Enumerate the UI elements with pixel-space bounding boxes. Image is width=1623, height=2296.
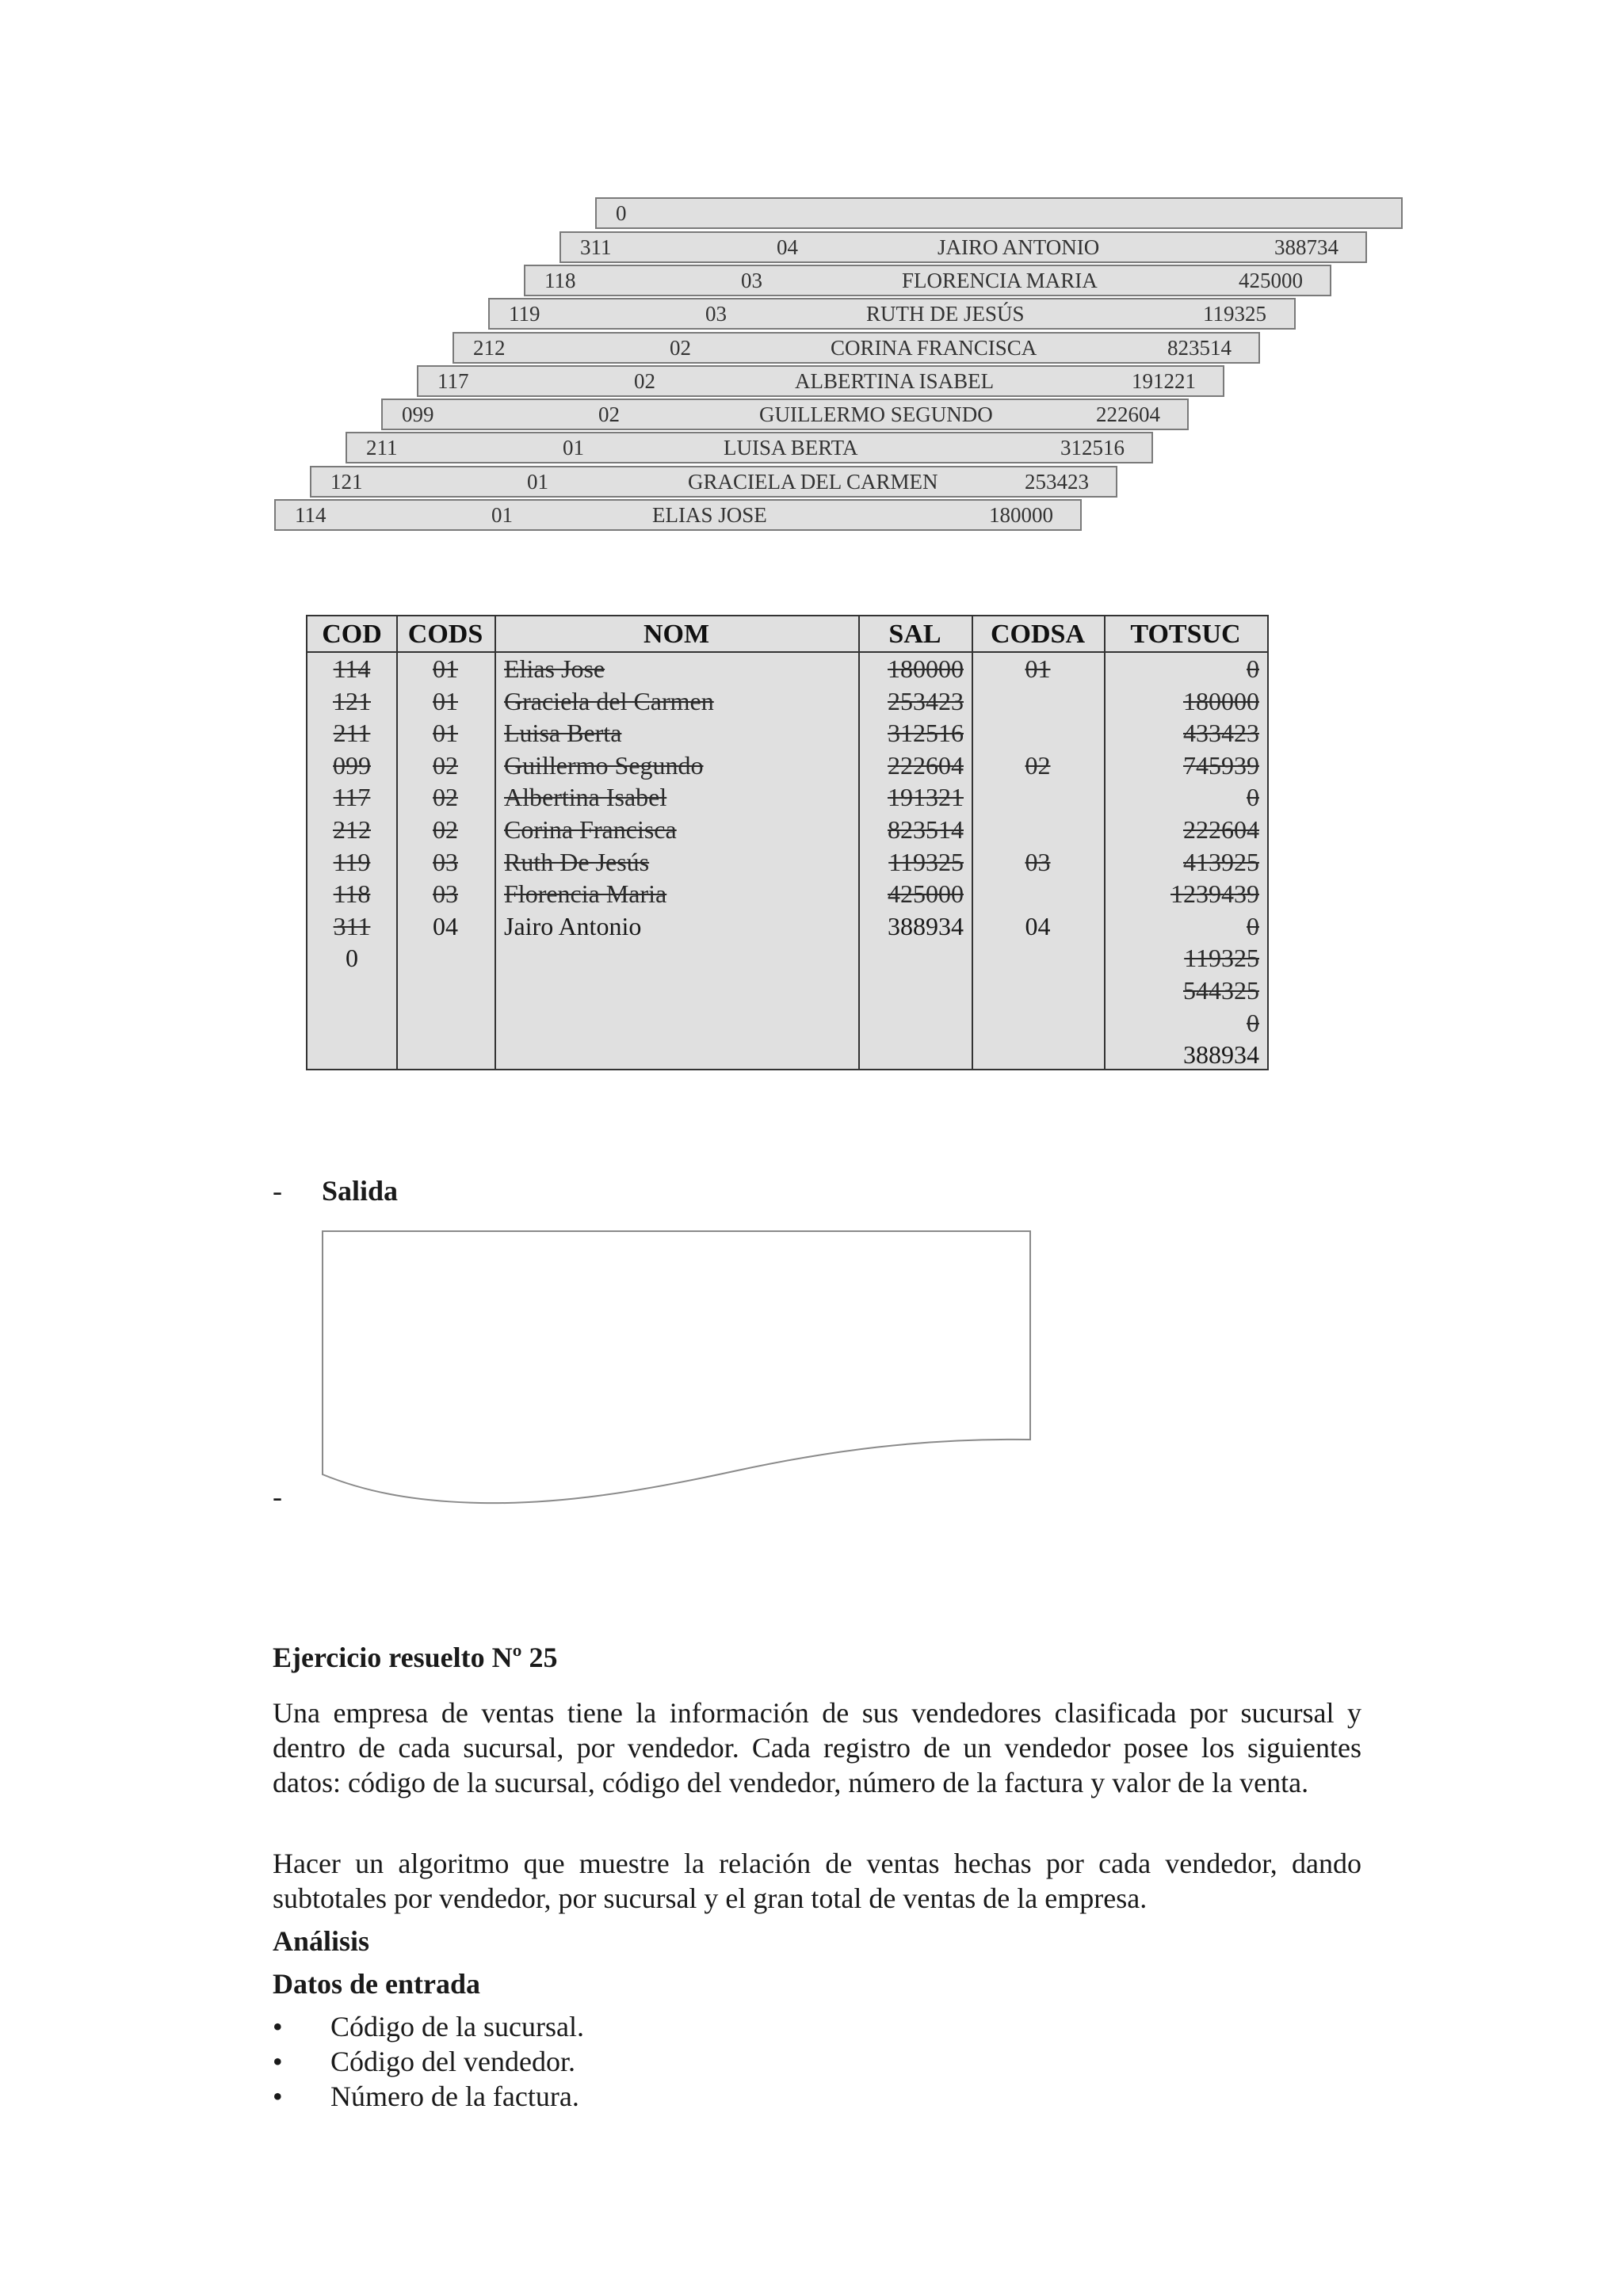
cell-totsuc: 0 [1247,654,1259,683]
cell-codsa [972,814,1104,846]
cell-codsa: 01 [1025,654,1051,683]
record-cod: 119 [509,302,540,326]
record-cods: 03 [705,302,727,326]
header-codsa: CODSA [990,620,1086,649]
cell-totsuc: 180000 [1183,686,1259,715]
record-nom: ELIAS JOSE [652,503,767,527]
cell-cod: 117 [333,783,371,812]
cell-totsuc: 1239439 [1170,879,1259,909]
record-cods: 02 [670,335,691,360]
cell-nom: Elias Jose [504,654,605,683]
list-dash: - [273,1175,282,1207]
exercise-paragraph-1: Una empresa de ventas tiene la información de sus vendedores clasificada por sucursal y dentro de cada sucursal, por vendedor. Cada registro de un vendedor posee los siguientes datos: código de la sucursal, código del vendedor, número de la factura y valor de la venta. [273,1697,1361,1798]
cell-cod: 114 [333,654,371,683]
record-sal: 222604 [1096,402,1160,427]
record-cods: 01 [527,469,548,494]
record-cods: 02 [598,402,620,427]
header-cods: CODS [407,620,483,649]
trace-table [306,615,1269,1070]
cell-nom: Luisa Berta [504,719,622,748]
column-codsa [972,653,1104,942]
column-sal [858,653,964,942]
cell-sal: 119325 [888,847,964,876]
column-nom [504,653,853,942]
column-divider [495,616,496,1069]
output-document-shape [322,1230,1032,1508]
cell-cods: 03 [433,879,458,909]
cell-totsuc: 433423 [1183,719,1259,748]
cell-cods: 04 [433,911,458,940]
record-nom: GUILLERMO SEGUNDO [759,402,993,427]
cell-cods: 02 [433,783,458,812]
column-totsuc [1104,653,1259,1071]
cell-cod: 119 [333,847,371,876]
cell-nom: Graciela del Carmen [504,686,714,715]
inputs-heading: Datos de entrada [273,1968,480,2000]
record-nom: ALBERTINA ISABEL [795,368,995,393]
record-sal: 253423 [1025,469,1089,494]
record-sal: 119325 [1203,302,1266,326]
cell-sal: 180000 [888,654,964,683]
cell-nom: Jairo Antonio [504,911,642,940]
cell-totsuc: 388934 [1183,1040,1259,1070]
record-card [417,365,1224,397]
cell-cods: 01 [433,719,458,748]
record-cods: 03 [741,268,762,292]
cell-cod: 118 [333,879,371,909]
record-nom: GRACIELA DEL CARMEN [688,469,938,494]
cell-codsa [972,717,1104,749]
salida-title: Salida [322,1175,399,1207]
cell-codsa: 03 [1025,847,1051,876]
record-cod: 311 [580,235,612,259]
record-cod: 118 [544,268,576,292]
cell-totsuc: 544325 [1183,975,1259,1005]
column-cod [307,653,396,974]
cell-totsuc: 0 [1247,1008,1259,1037]
record-card [453,332,1260,364]
record-cod: 099 [402,402,434,427]
cell-cod: 212 [333,814,371,844]
record-sal: 312516 [1060,436,1125,460]
list-item: • Código de la sucursal. [273,2011,584,2042]
record-nom: LUISA BERTA [724,436,858,460]
record-cods: 01 [563,436,584,460]
cell-nom: Albertina Isabel [504,783,667,812]
record-cod: 121 [330,469,363,494]
cell-sal: 388934 [888,911,964,940]
cell-totsuc: 222604 [1183,814,1259,844]
record-sal: 180000 [989,503,1053,527]
cell-totsuc: 745939 [1183,750,1259,780]
record-cods: 04 [777,235,798,259]
record-cod: 0 [616,201,627,226]
record-sal: 425000 [1239,268,1303,292]
list-dash: - [273,1481,282,1512]
cell-sal: 222604 [888,750,964,780]
record-card [381,399,1189,430]
cell-totsuc: 0 [1247,911,1259,940]
exercise-title: Ejercicio resuelto Nº 25 [273,1642,558,1673]
record-nom: FLORENCIA MARIA [902,268,1098,292]
record-sal: 823514 [1167,335,1232,360]
cell-cods: 02 [433,814,458,844]
record-nom: JAIRO ANTONIO [938,235,1100,259]
inputs-list [273,2009,584,2114]
record-cod: 211 [366,436,398,460]
cell-nom: Florencia Maria [504,879,667,909]
record-card [488,298,1296,330]
cell-codsa [972,878,1104,910]
record-cod: 117 [437,368,469,393]
cell-sal: 312516 [888,719,964,748]
cell-codsa: 04 [1025,911,1051,940]
cell-totsuc: 0 [1247,783,1259,812]
cell-cod: 0 [346,944,358,973]
cell-codsa [972,781,1104,814]
exercise-paragraph-2: Hacer un algoritmo que muestre la relación de ventas hechas por cada vendedor, dando subtotales por vendedor, por sucursal y el gran total de ventas de la empresa. [273,1848,1361,1914]
record-card [524,265,1331,296]
cell-nom: Ruth De Jesús [504,847,650,876]
header-cod: COD [322,620,382,649]
header-nom: NOM [643,620,710,649]
header-totsuc: TOTSUC [1130,620,1241,649]
cell-sal: 191321 [888,783,964,812]
record-cod: 114 [295,503,327,527]
cell-codsa [972,685,1104,718]
cell-cod: 311 [333,911,371,940]
record-card [559,231,1367,263]
record-card [595,197,1403,229]
list-item: • Número de la factura. [273,2081,579,2112]
cell-sal: 253423 [888,686,964,715]
record-cods: 02 [634,368,655,393]
column-cods [396,653,495,942]
record-card [346,432,1153,463]
record-stack [0,0,1623,555]
record-nom: CORINA FRANCISCA [831,335,1037,360]
record-cods: 01 [491,503,513,527]
cell-nom: Corina Francisca [504,814,677,844]
record-card [310,466,1117,498]
record-nom: RUTH DE JESÚS [866,302,1025,326]
cell-codsa: 02 [1025,750,1051,780]
cell-totsuc: 413925 [1183,847,1259,876]
cell-cods: 03 [433,847,458,876]
record-card [274,499,1082,531]
cell-cod: 121 [333,686,371,715]
cell-cod: 211 [333,719,371,748]
cell-cods: 01 [433,654,458,683]
cell-cod: 099 [333,750,371,780]
record-sal: 191221 [1132,368,1196,393]
cell-sal: 425000 [888,879,964,909]
analysis-heading: Análisis [273,1925,370,1957]
cell-nom: Guillermo Segundo [504,750,704,780]
list-item: • Código del vendedor. [273,2046,575,2077]
cell-sal: 823514 [888,814,964,844]
cell-cods: 01 [433,686,458,715]
cell-totsuc: 119325 [1184,944,1259,973]
record-cod: 212 [473,335,506,360]
record-sal: 388734 [1274,235,1338,259]
header-sal: SAL [888,620,941,649]
cell-cods: 02 [433,750,458,780]
